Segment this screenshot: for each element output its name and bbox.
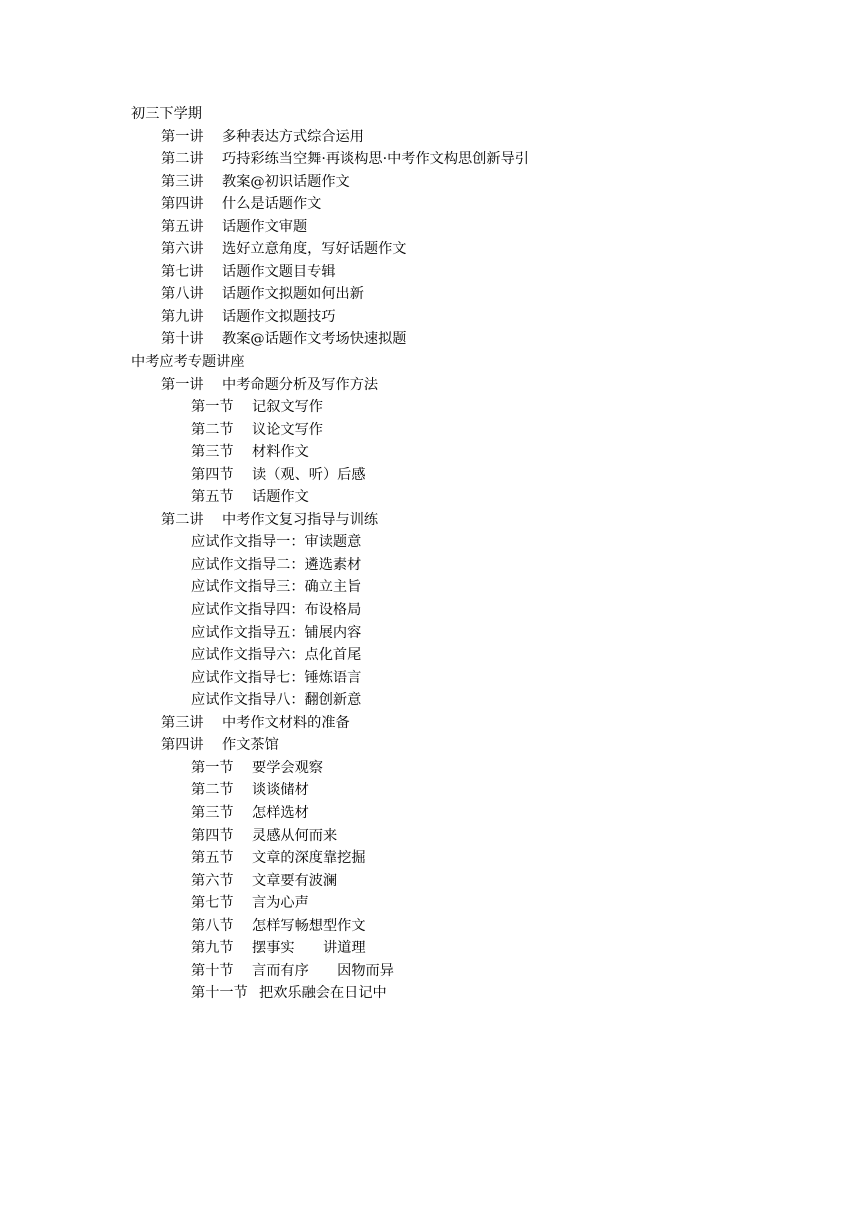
subsection-title: 怎样选材 xyxy=(252,804,309,821)
subsection-title: 灵感从何而来 xyxy=(252,827,338,844)
guidance-entry: 应试作文指导七：锤炼语言 xyxy=(191,669,362,686)
subsection-entry xyxy=(131,960,831,983)
guidance-entry: 应试作文指导六：点化首尾 xyxy=(191,647,362,664)
subsection-title: 记叙文写作 xyxy=(252,399,323,416)
lecture-title: 选好立意角度，写好话题作文 xyxy=(222,241,407,258)
subsection-number: 第三节 xyxy=(191,804,234,821)
lecture-title: 中考作文复习指导与训练 xyxy=(222,511,379,528)
subsection-entry xyxy=(131,441,831,464)
subsection-entry xyxy=(131,825,831,848)
lecture-entry xyxy=(131,171,831,194)
lecture-entry xyxy=(131,734,831,757)
lecture-number: 第十讲 xyxy=(161,331,204,348)
lecture-number: 第三讲 xyxy=(161,714,204,731)
lecture-entry xyxy=(131,712,831,735)
lecture-number: 第四讲 xyxy=(161,737,204,754)
lecture-entry xyxy=(131,148,831,171)
subsection-number: 第一节 xyxy=(191,759,234,776)
subsection-number: 第三节 xyxy=(191,444,234,461)
lecture-number: 第一讲 xyxy=(161,376,204,393)
subsection-title: 摆事实 讲道理 xyxy=(252,940,366,957)
lecture-number: 第一讲 xyxy=(161,128,204,145)
subsection-title: 读（观、听）后感 xyxy=(252,466,366,483)
lecture-number: 第九讲 xyxy=(161,308,204,325)
lecture-entry xyxy=(131,283,831,306)
lecture-title: 多种表达方式综合运用 xyxy=(222,128,364,145)
subsection-number: 第二节 xyxy=(191,421,234,438)
guidance-entry: 应试作文指导三：确立主旨 xyxy=(191,579,362,596)
lecture-title: 巧持彩练当空舞·再谈构思·中考作文构思创新导引 xyxy=(222,151,529,168)
lecture-number: 第二讲 xyxy=(161,511,204,528)
subsection-number: 第十节 xyxy=(191,962,234,979)
guidance-entry: 应试作文指导四：布设格局 xyxy=(191,602,362,619)
subsection-title: 话题作文 xyxy=(252,489,309,506)
subsection-number: 第四节 xyxy=(191,827,234,844)
lecture-number: 第三讲 xyxy=(161,173,204,190)
subsection-number: 第五节 xyxy=(191,850,234,867)
lecture-title: 作文茶馆 xyxy=(222,737,279,754)
subsection-entry xyxy=(131,757,831,780)
lecture-number: 第二讲 xyxy=(161,151,204,168)
subsection-title: 议论文写作 xyxy=(252,421,323,438)
lecture-entry xyxy=(131,261,831,284)
subsection-number: 第六节 xyxy=(191,872,234,889)
subsection-number: 第十一节 xyxy=(191,985,248,1002)
subsection-title: 言而有序 因物而异 xyxy=(252,962,394,979)
subsection-title: 要学会观察 xyxy=(252,759,323,776)
lecture-title: 话题作文题目专辑 xyxy=(222,263,336,280)
subsection-entry xyxy=(131,982,831,1005)
subsection-title: 文章要有波澜 xyxy=(252,872,338,889)
table-of-contents xyxy=(131,103,831,1005)
lecture-entry xyxy=(131,328,831,351)
subsection-number: 第一节 xyxy=(191,399,234,416)
subsection-entry xyxy=(131,892,831,915)
subsection-title: 把欢乐融会在日记中 xyxy=(259,985,387,1002)
subsection-entry xyxy=(131,779,831,802)
lecture-entry xyxy=(131,126,831,149)
subsection-entry xyxy=(131,870,831,893)
subsection-title: 谈谈储材 xyxy=(252,782,309,799)
lecture-entry xyxy=(131,374,831,397)
guidance-entry: 应试作文指导五：铺展内容 xyxy=(191,624,362,641)
lecture-number: 第八讲 xyxy=(161,286,204,303)
lecture-number: 第七讲 xyxy=(161,263,204,280)
lecture-title: 教案@话题作文考场快速拟题 xyxy=(222,331,407,348)
subsection-number: 第四节 xyxy=(191,466,234,483)
subsection-title: 怎样写畅想型作文 xyxy=(252,917,366,934)
subsection-entry xyxy=(131,937,831,960)
subsection-title: 材料作文 xyxy=(252,444,309,461)
lecture-entry xyxy=(131,193,831,216)
lecture-title: 中考作文材料的准备 xyxy=(222,714,350,731)
subsection-number: 第八节 xyxy=(191,917,234,934)
subsection-number: 第七节 xyxy=(191,895,234,912)
lecture-title: 话题作文拟题如何出新 xyxy=(222,286,364,303)
lecture-number: 第六讲 xyxy=(161,241,204,258)
lecture-title: 话题作文拟题技巧 xyxy=(222,308,336,325)
lecture-title: 什么是话题作文 xyxy=(222,196,322,213)
lecture-entry xyxy=(131,238,831,261)
lecture-entry xyxy=(131,306,831,329)
lecture-number: 第四讲 xyxy=(161,196,204,213)
lecture-title: 教案@初识话题作文 xyxy=(222,173,350,190)
lecture-title: 中考命题分析及写作方法 xyxy=(222,376,379,393)
subsection-entry xyxy=(131,915,831,938)
subsection-entry xyxy=(131,486,831,509)
lecture-number: 第五讲 xyxy=(161,218,204,235)
subsection-entry xyxy=(131,396,831,419)
subsection-number: 第二节 xyxy=(191,782,234,799)
lecture-title: 话题作文审题 xyxy=(222,218,308,235)
section-title: 中考应考专题讲座 xyxy=(131,354,245,371)
subsection-number: 第五节 xyxy=(191,489,234,506)
subsection-entry xyxy=(131,464,831,487)
subsection-number: 第九节 xyxy=(191,940,234,957)
section-title: 初三下学期 xyxy=(131,106,202,122)
lecture-entry xyxy=(131,216,831,239)
subsection-entry xyxy=(131,847,831,870)
subsection-title: 文章的深度靠挖掘 xyxy=(252,850,366,867)
subsection-title: 言为心声 xyxy=(252,895,309,912)
guidance-entry: 应试作文指导一：审读题意 xyxy=(191,534,362,551)
subsection-entry xyxy=(131,802,831,825)
lecture-entry xyxy=(131,509,831,532)
guidance-entry: 应试作文指导八：翻创新意 xyxy=(191,692,362,709)
subsection-entry xyxy=(131,419,831,442)
guidance-entry: 应试作文指导二：遴选素材 xyxy=(191,556,362,573)
